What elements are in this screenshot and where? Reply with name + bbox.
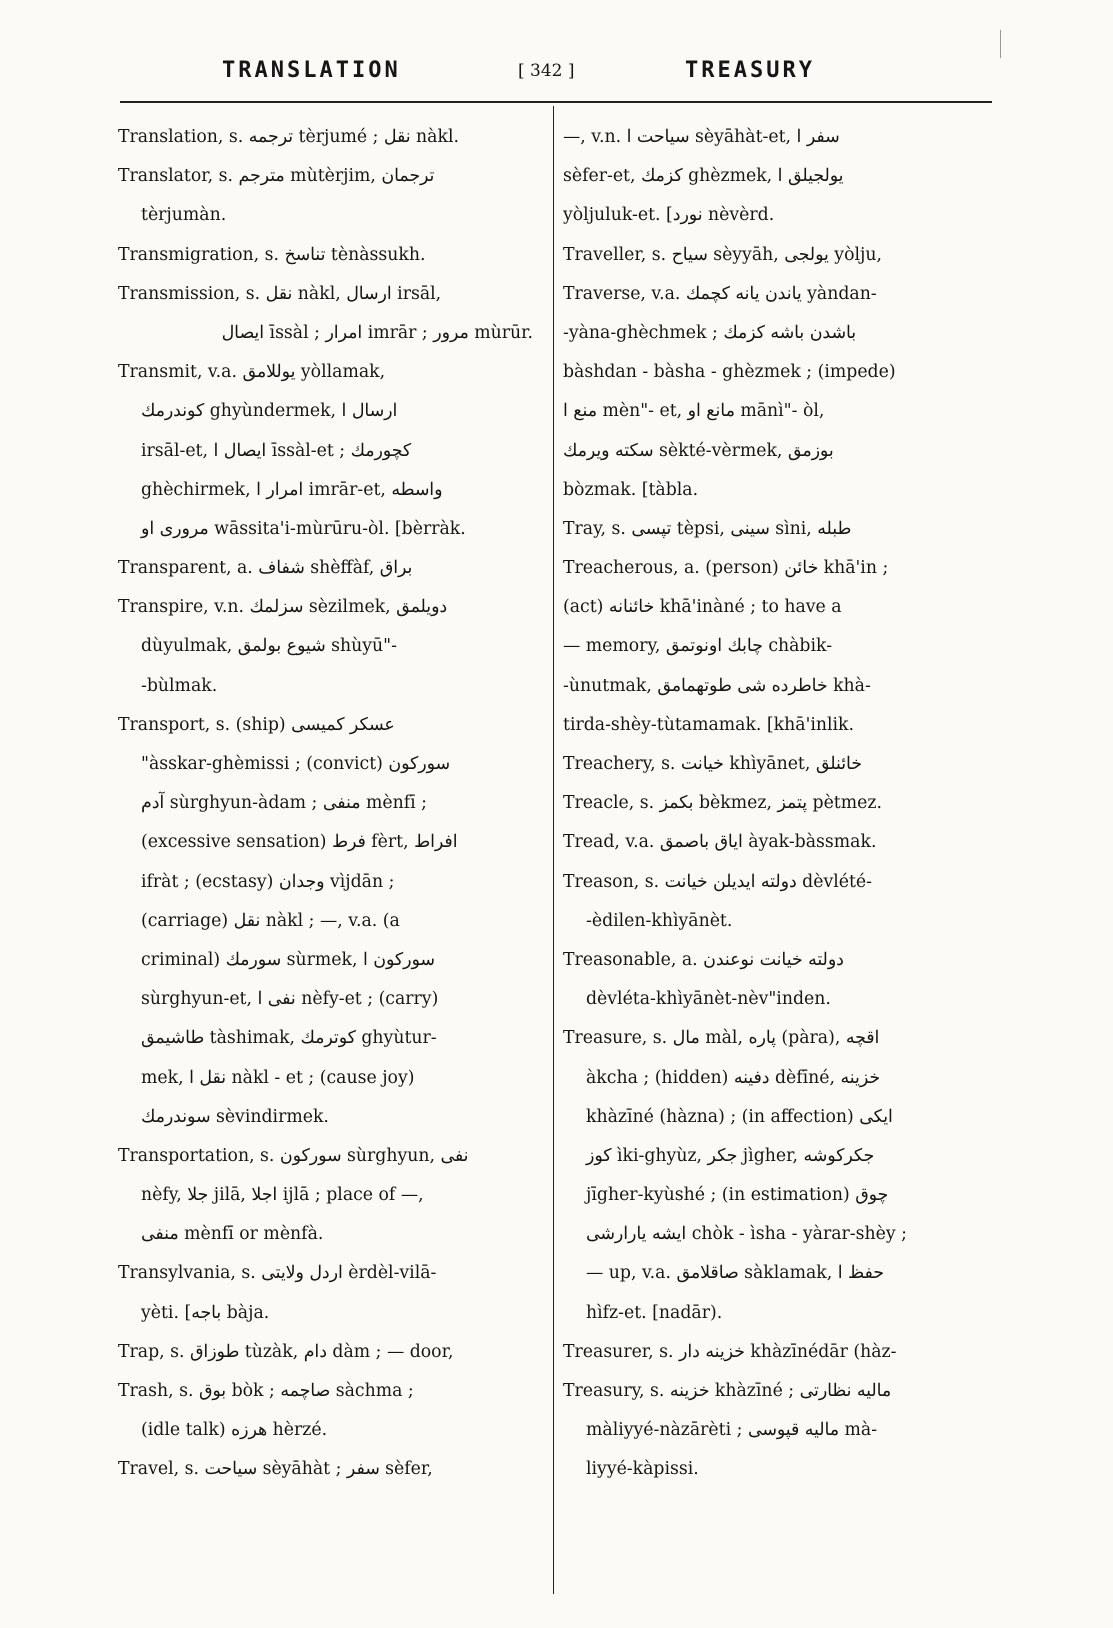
entry-line: sèfer-et, كزمك ghèzmek, یولجیلق ا <box>563 166 844 187</box>
entry-line: Transparent, a. شفاف shèffàf, براق <box>118 558 413 579</box>
entry-line: -yàna-ghèchmek ; باشدن باشه كزمك <box>563 322 857 343</box>
entry-continuation-line: ifràt ; (ecstasy) وجدان vìjdān ; <box>141 871 395 892</box>
entry-line: Treasurer, s. خزینه دار khàzīnédār (hàz- <box>563 1341 897 1362</box>
entry-continuation-line: سوندرمك sèvindirmek. <box>141 1106 329 1127</box>
entry-continuation-line: (idle talk) هرزه hèrzé. <box>141 1420 328 1441</box>
entry-line: Treason, s. دولته ایدیلن خیانت dèvlété- <box>563 871 872 892</box>
entry-continuation-line: àkcha ; (hidden) دفینه dèfīné, خزینه <box>586 1067 881 1088</box>
entry-continuation-line: ghèchirmek, امرار ا imrār-et, واسطه <box>141 479 443 500</box>
entry-line: — memory, چابك اونوتمق chàbik- <box>563 636 833 657</box>
entry-line: Transmigration, s. تناسخ tènàssukh. <box>118 244 426 265</box>
column-divider <box>553 106 554 1594</box>
entry-line: Treasure, s. مال màl, پاره (pàra), اقچه <box>563 1028 880 1049</box>
entry-continuation-line: (excessive sensation) فرط fèrt, افراط <box>141 832 458 853</box>
entry-continuation-line: khàzīné (hàzna) ; (in affection) ایکی <box>586 1106 893 1127</box>
entry-continuation-line: dùyulmak, شیوع بولمق shùyū"- <box>141 636 397 657</box>
entry-continuation-line: "àsskar-ghèmissi ; (convict) سورکون <box>141 754 450 774</box>
entry-continuation-line: مروری او wāssita'i-mùrūru-òl. [bèrràk. <box>141 518 466 539</box>
entry-line: Transylvania, s. اردل ولایتی èrdèl-vilā- <box>118 1263 437 1284</box>
entry-line: Treacherous, a. (person) خائن khā'in ; <box>563 558 889 579</box>
entry-line: Transportation, s. سورکون sùrghyun, نفی <box>118 1145 469 1166</box>
entry-line: Transport, s. (ship) عسکر کمیسی <box>118 714 395 735</box>
entry-line: Transmission, s. نقل nàkl, ارسال irsāl, <box>118 283 442 304</box>
entry-line: Tray, s. تپسی tèpsi, سینی sìni, طبله <box>563 518 852 539</box>
entry-line: Translation, s. ترجمه tèrjumé ; نقل nàkl. <box>118 127 459 147</box>
entry-continuation-line: dèvléta-khìyānèt-nèv"inden. <box>586 989 831 1010</box>
entry-line: Translator, s. مترجم mùtèrjim, ترجمان <box>118 166 435 187</box>
entry-line: Traverse, v.a. یاندن یانه كچمك yàndan- <box>563 283 877 304</box>
entry-continuation-line: yèti. [باجه bàja. <box>141 1302 270 1323</box>
entry-line: Treachery, s. خیانت khìyānet, خائنلق <box>563 754 862 774</box>
entry-line: Treasury, s. خزینه khàzīné ; مالیه نظارتی <box>563 1381 892 1401</box>
entry-line: Treasonable, a. دولته خیانت نوعندن <box>563 949 844 970</box>
entry-continuation-line: irsāl-et, ایصال ا īssàl-et ; كچورمك <box>141 440 412 461</box>
entry-line: yòljuluk-et. [نورد nèvèrd. <box>563 205 775 226</box>
entry-continuation-line: criminal) سورمك sùrmek, سورکون ا <box>141 949 435 970</box>
entry-continuation-line: ایصال īssàl ; امرار imrār ; مرور mùrūr. <box>221 322 533 343</box>
entry-line: Travel, s. سیاحت sèyāhàt ; سفر sèfer, <box>118 1459 433 1480</box>
entry-continuation-line: nèfy, جلا jilā, اجلا ijlā ; place of —, <box>141 1185 424 1206</box>
entry-line: bàshdan - bàsha - ghèzmek ; (impede) <box>563 362 896 383</box>
entry-continuation-line: (carriage) نقل nàkl ; —, v.a. (a <box>141 910 400 931</box>
entry-line: (act) خائنانه khā'inàné ; to have a <box>563 597 842 618</box>
entry-continuation-line: -èdilen-khìyānèt. <box>586 910 733 931</box>
entry-continuation-line: tèrjumàn. <box>141 205 227 226</box>
entry-line: Traveller, s. سیاح sèyyāh, یولجی yòlju, <box>563 244 882 265</box>
entry-line: -ùnutmak, خاطرده شی طوتهمامق khà- <box>563 675 871 696</box>
entry-continuation-line: hìfz-et. [nadār). <box>586 1302 723 1323</box>
entry-line: منع ا mèn"- et, مانع او mānì"- òl, <box>563 401 825 422</box>
entry-continuation-line: ایشه یارارشی chòk - ìsha - yàrar-shèy ; <box>586 1224 907 1245</box>
left-column <box>118 118 533 1490</box>
entry-continuation-line: کوز ìki-ghyùz, جکر jìgher, جکرکوشه <box>586 1145 875 1166</box>
entry-continuation-line: — up, v.a. صاقلامق sàklamak, حفظ ا <box>586 1263 884 1284</box>
entry-continuation-line: کوندرمك ghyùndermek, ارسال ا <box>141 401 398 422</box>
edge-mark <box>1000 30 1001 58</box>
entry-continuation-line: طاشیمق tàshimak, کوترمك ghyùtur- <box>141 1028 437 1049</box>
entry-continuation-line: sùrghyun-et, نفی ا nèfy-et ; (carry) <box>141 989 439 1010</box>
entry-line: —, v.n. سیاحت ا sèyāhàt-et, سفر ا <box>563 127 840 147</box>
page-header <box>0 58 1113 88</box>
entry-line: Transmit, v.a. یوللامق yòllamak, <box>118 362 386 383</box>
entry-continuation-line: mek, نقل ا nàkl - et ; (cause joy) <box>141 1067 415 1088</box>
entry-line: tirda-shèy-tùtamamak. [khā'inlik. <box>563 714 854 735</box>
entry-line: Trap, s. طوزاق tùzàk, دام dàm ; — door, <box>118 1341 454 1362</box>
entry-line: سکته ویرمك sèkté-vèrmek, بوزمق <box>563 440 834 461</box>
running-head-right: TREASURY <box>685 58 815 83</box>
page-number: [ 342 ] <box>518 61 575 81</box>
entry-line: Treacle, s. بكمز bèkmez, پتمز pètmez. <box>563 793 882 814</box>
entry-continuation-line: màliyyé-nàzārèti ; مالیه قپوسی mà- <box>586 1420 878 1441</box>
entry-line: Trash, s. بوق bòk ; صاچمه sàchma ; <box>118 1381 414 1401</box>
entry-line: Tread, v.a. ایاق باصمق àyak-bàssmak. <box>563 832 877 853</box>
right-column <box>563 118 983 1490</box>
entry-continuation-line: آدم sùrghyun-àdam ; منفی mènfī ; <box>141 793 427 814</box>
entry-continuation-line: jīgher-kyùshé ; (in estimation) چوق <box>586 1185 889 1206</box>
entry-continuation-line: -bùlmak. <box>141 675 218 696</box>
entry-line: Transpire, v.n. سزلمك sèzilmek, دویلمق <box>118 597 448 618</box>
running-head-left: TRANSLATION <box>222 58 401 83</box>
header-rule <box>120 101 992 103</box>
entry-line: bòzmak. [tàbla. <box>563 479 699 500</box>
entry-continuation-line: منفی mènfī or mènfà. <box>141 1224 324 1245</box>
entry-continuation-line: liyyé-kàpissi. <box>586 1459 699 1480</box>
